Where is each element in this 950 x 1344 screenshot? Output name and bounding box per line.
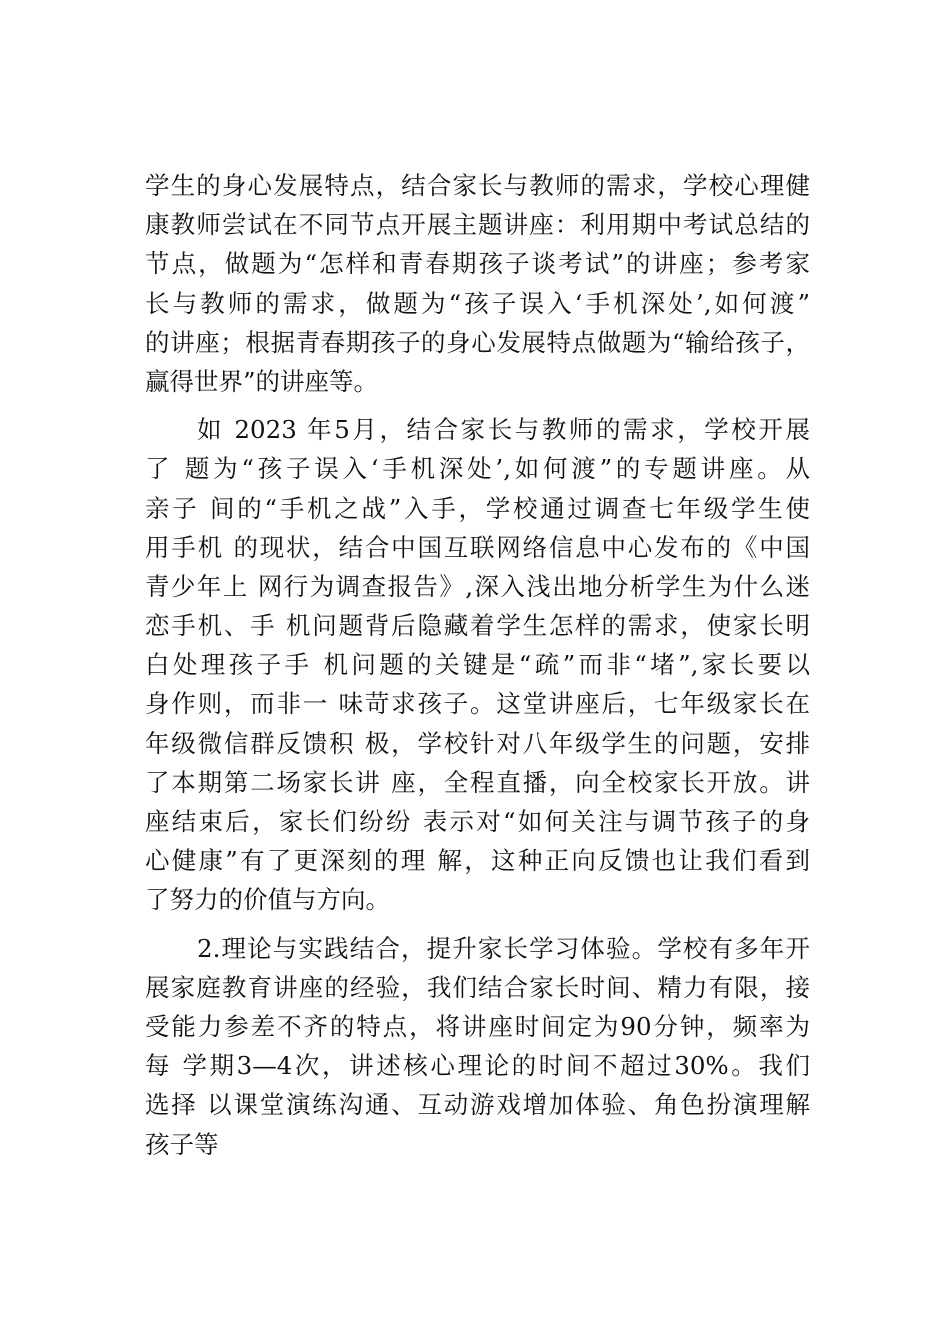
text-line: 2.理论与实践结合，提升家长学习体验。学校有多年开 (197, 933, 810, 963)
text-line: 受能力参差不齐的特点，将讲座时间定为90分钟，频率为 (145, 1011, 810, 1041)
text-line: 心健康”有了更深刻的理 解，这种正向反馈也让我们看到 (145, 846, 810, 876)
paragraph-1 (145, 166, 810, 401)
text-line: 孩子等 (145, 1129, 219, 1159)
text-line: 恋手机、手 机问题背后隐藏着学生怎样的需求，使家长明 (145, 611, 810, 641)
text-line: 座结束后，家长们纷纷 表示对“如何关注与调节孩子的身 (145, 807, 810, 836)
text-line: 节点，做题为“怎样和青春期孩子谈考试”的讲座；参考家 (145, 249, 810, 279)
paragraph-2 (145, 410, 810, 919)
text-line: 亲子 间的“手机之战”入手，学校通过调查七年级学生使 (145, 493, 810, 523)
text-line: 了努力的价值与方向。 (145, 885, 390, 915)
body-text (145, 166, 810, 1164)
text-line: 选择 以课堂演练沟通、互动游戏增加体验、角色扮演理解 (145, 1090, 810, 1120)
text-line: 赢得世界”的讲座等。 (145, 366, 379, 396)
paragraph-3 (145, 929, 810, 1164)
text-line: 如 2023 年5月，结合家长与教师的需求，学校开展 (197, 415, 810, 445)
text-line: 每 学期3—4次，讲述核心理论的时间不超过30%。我们 (145, 1051, 810, 1081)
text-line: 长与教师的需求，做题为“孩子误入‘手机深处’,如何渡” (145, 288, 810, 318)
text-line: 学生的身心发展特点，结合家长与教师的需求，学校心理健 (145, 171, 810, 200)
text-line: 了 题为“孩子误入‘手机深处’,如何渡”的专题讲座。从 (145, 454, 810, 484)
text-line: 年级微信群反馈积 极，学校针对八年级学生的问题，安排 (145, 728, 810, 758)
text-line: 用手机 的现状，结合中国互联网络信息中心发布的《中国 (145, 532, 810, 562)
text-line: 身作则，而非一 味苛求孩子。这堂讲座后，七年级家长在 (145, 689, 810, 719)
text-line: 白处理孩子手 机问题的关键是“疏”而非“堵”,家长要以 (145, 650, 810, 680)
text-line: 青少年上 网行为调查报告》,深入浅出地分析学生为什么迷 (145, 571, 810, 601)
text-line: 康教师尝试在不同节点开展主题讲座：利用期中考试总结的 (145, 210, 810, 240)
text-line: 了本期第二场家长讲 座，全程直播，向全校家长开放。讲 (145, 767, 810, 797)
text-line: 的讲座；根据青春期孩子的身心发展特点做题为“输给孩子， (145, 327, 810, 357)
text-line: 展家庭教育讲座的经验，我们结合家长时间、精力有限，接 (145, 972, 810, 1002)
